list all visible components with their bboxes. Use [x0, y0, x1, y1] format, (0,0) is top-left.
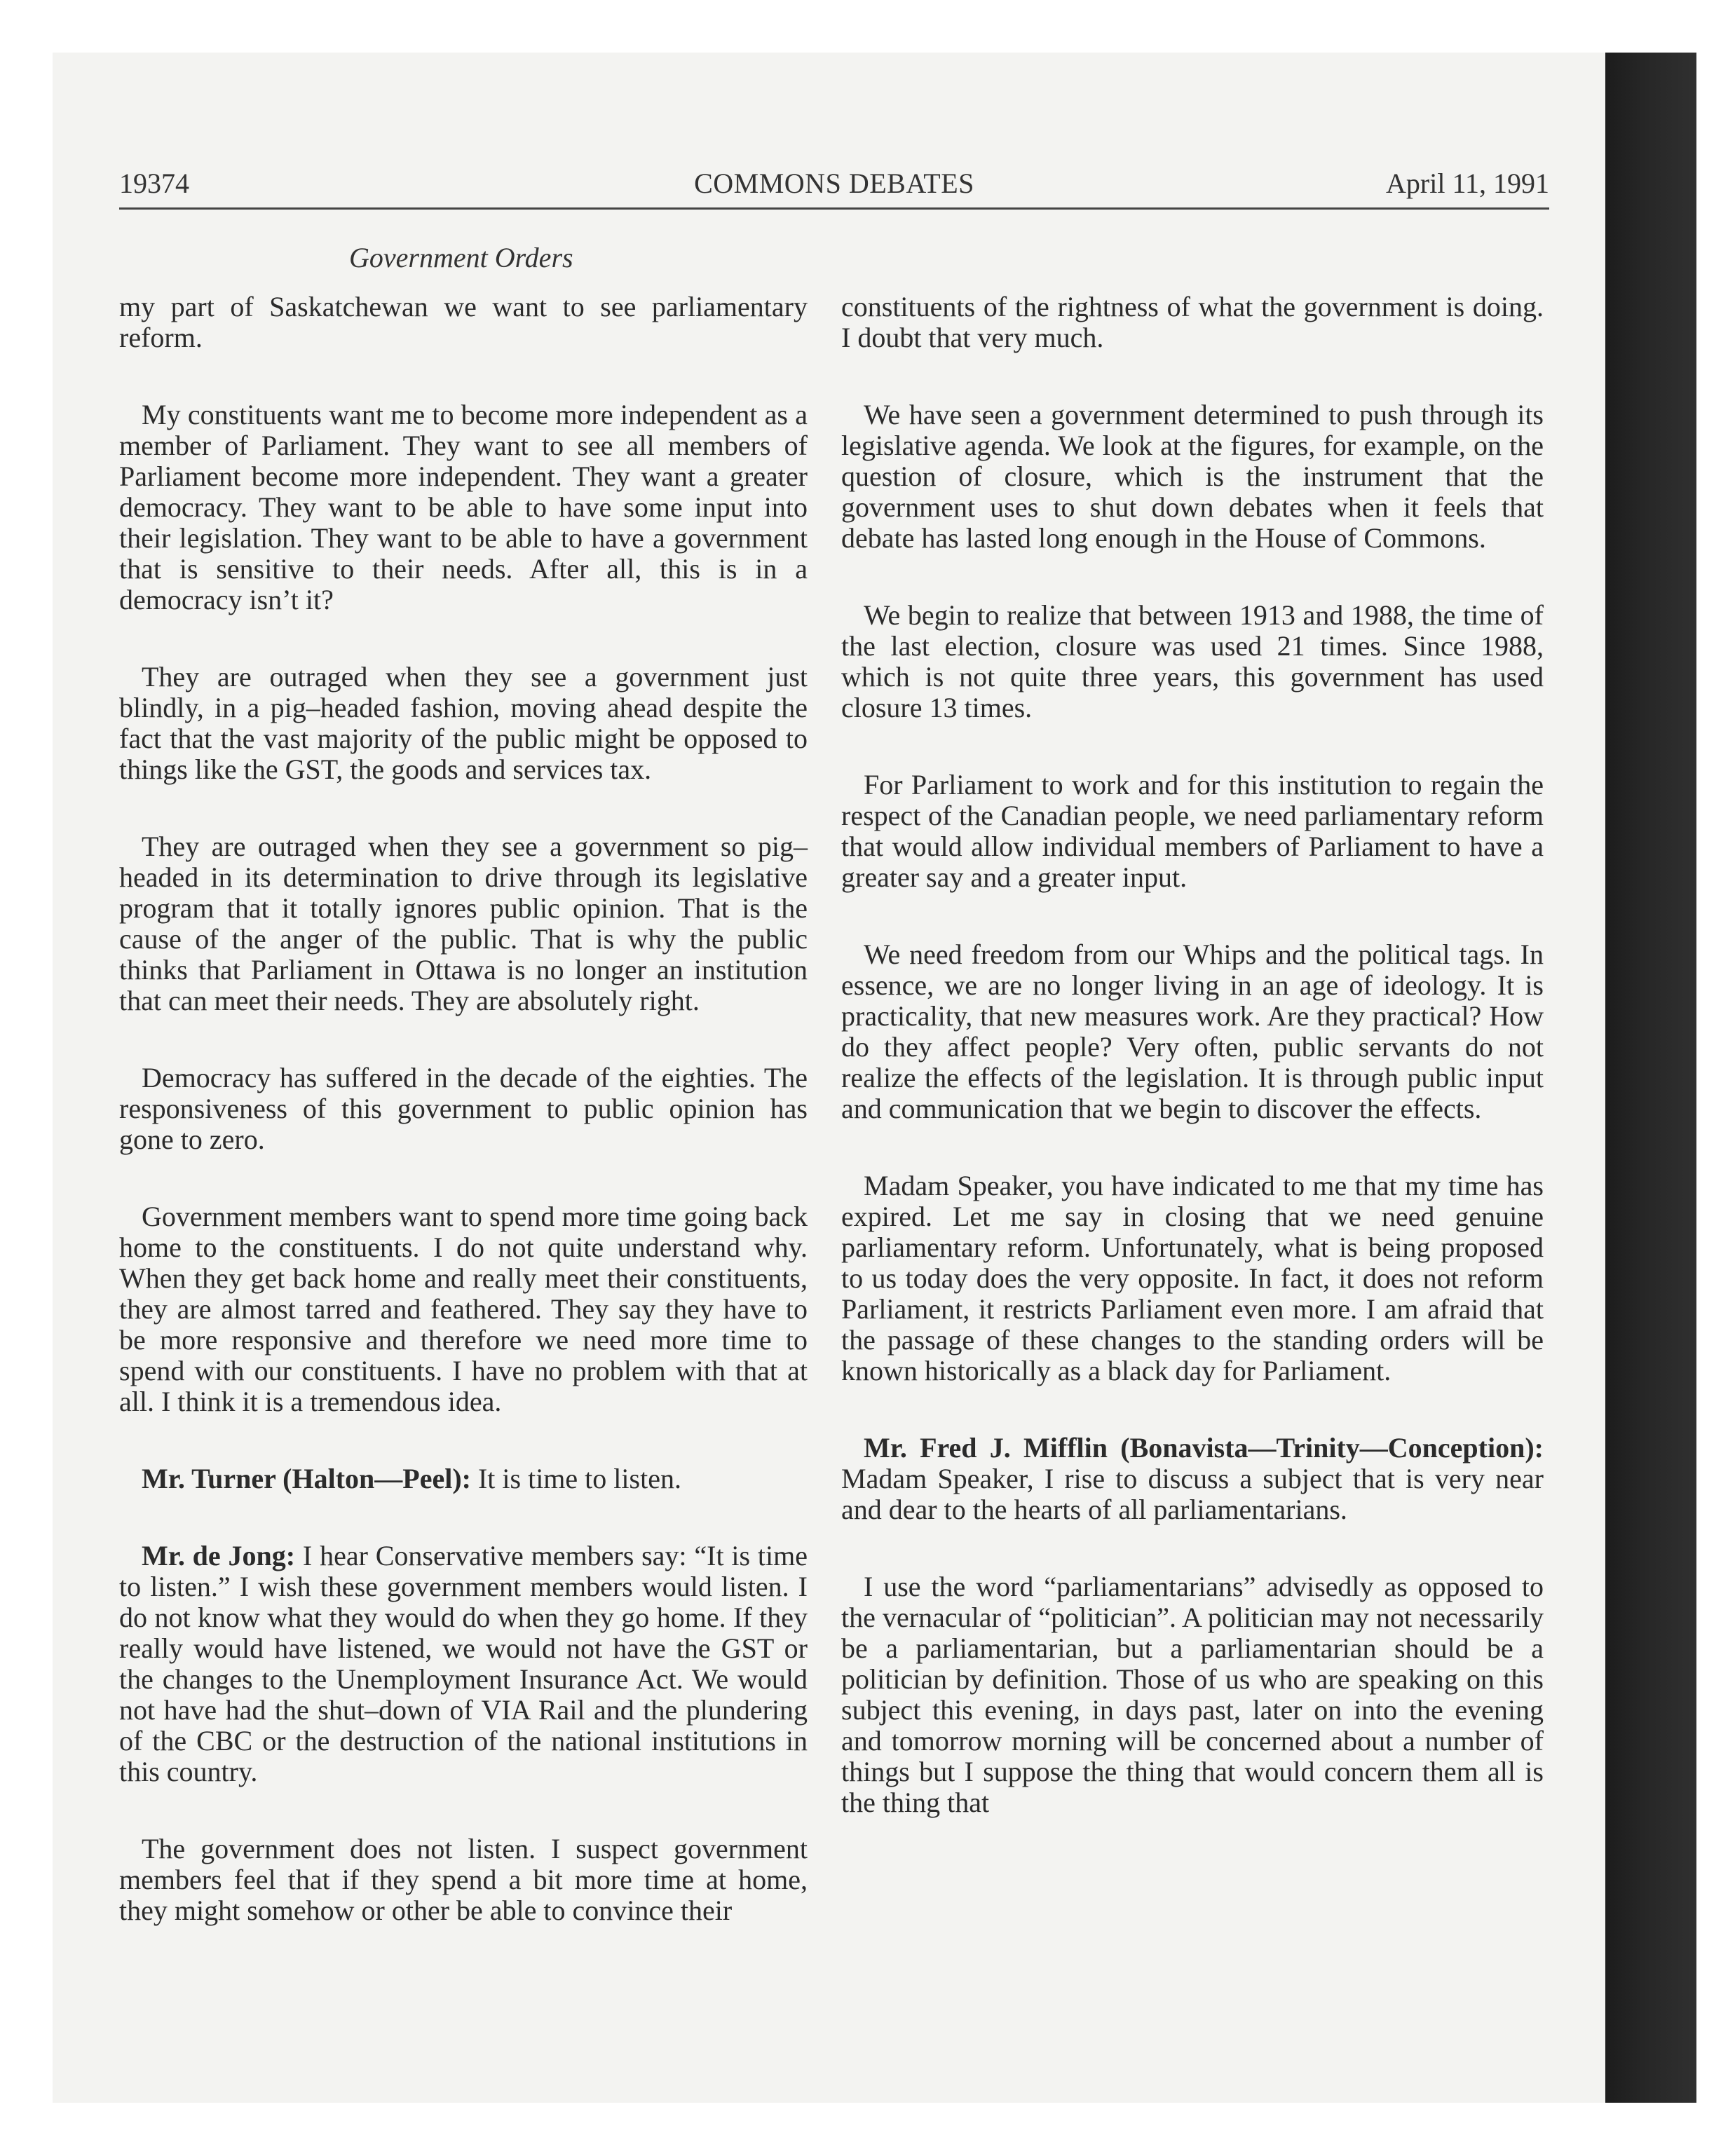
paragraph-text: Democracy has suffered in the decade of the eighties. The responsiveness of this government to public opinion has gone to zero. — [119, 1062, 808, 1155]
paragraph — [841, 400, 1544, 554]
paragraph-text: They are outraged when they see a government so pig–headed in its determination to drive through its legislative program that it totally ignores public opinion. That is the cause of the anger of the public. That is why the public thinks that Parliament in Ottawa is no longer an institution that can meet their needs. They are absolutely right. — [119, 831, 808, 1016]
paragraph — [119, 1464, 808, 1494]
paragraph-text: It is time to listen. — [477, 1463, 681, 1494]
paragraph-text: The government does not listen. I suspect government members feel that if they spend a bit more time at home, they might somehow or other be able to convince their — [119, 1833, 808, 1926]
paragraph — [119, 1834, 808, 1926]
journal-title: COMMONS DEBATES — [694, 168, 974, 199]
section-title: Government Orders — [349, 242, 573, 273]
speaker-name: Mr. de Jong: — [142, 1540, 296, 1571]
paragraph — [841, 1433, 1544, 1525]
left-column — [119, 292, 808, 1972]
page-number: 19374 — [119, 168, 189, 199]
header-rule — [119, 207, 1549, 210]
paragraph-text: Madam Speaker, I rise to discuss a subject that is very near and dear to the hearts of all parliamentarians. — [841, 1463, 1544, 1525]
paragraph — [119, 400, 808, 615]
paragraph — [119, 292, 808, 353]
paragraph — [841, 600, 1544, 723]
paragraph — [119, 831, 808, 1016]
paragraph-text: my part of Saskatchewan we want to see parliamentary reform. — [119, 291, 808, 353]
speaker-name: Mr. Fred J. Mifflin (Bonavista—Trinity—Conception): — [864, 1432, 1544, 1464]
paragraph-text: They are outraged when they see a government just blindly, in a pig–headed fashion, moving ahead despite the fact that the vast majority of the public might be opposed to things like the GST, the goods and services tax. — [119, 661, 808, 785]
speaker-name: Mr. Turner (Halton—Peel): — [142, 1463, 471, 1494]
paragraph-text: Government members want to spend more time going back home to the constituents. I do not quite understand why. When they get back home and really meet their constituents, they are almost tarred and feathered. They say they have to be more responsive and therefore we need more time to spend with our constituents. I have no problem with that at all. I think it is a tremendous idea. — [119, 1201, 808, 1417]
paragraph — [841, 1571, 1544, 1818]
paragraph — [841, 770, 1544, 893]
paragraph-text: We have seen a government determined to push through its legislative agenda. We look at the figures, for example, on the question of closure, which is the instrument that the government uses to shut down debates when it feels that debate has lasted long enough in the House of Commons. — [841, 399, 1544, 554]
sitting-date: April 11, 1991 — [1386, 168, 1549, 199]
paragraph — [119, 1541, 808, 1787]
paragraph — [841, 292, 1544, 353]
paragraph-text: I use the word “parliamentarians” advisedly as opposed to the vernacular of “politician”. A politician may not necessarily be a parliamentarian, but a parliamentarian should be a politician by definition. Those of us who are speaking on this subject this evening, in days past, later on into the evening and tomorrow morning will be concerned about a number of things but I suppose the thing that would concern them all is the thing that — [841, 1571, 1544, 1818]
right-column — [841, 292, 1544, 1864]
paragraph-text: constituents of the rightness of what the government is doing. I doubt that very much. — [841, 291, 1544, 353]
paragraph — [119, 1063, 808, 1155]
paragraph — [841, 1171, 1544, 1386]
paragraph — [119, 662, 808, 785]
paragraph-text: For Parliament to work and for this institution to regain the respect of the Canadian people, we need parliamentary reform that would allow individual members of Parliament to have a greater say and a greater input. — [841, 769, 1544, 893]
running-header — [119, 167, 1549, 209]
paragraph-text: Madam Speaker, you have indicated to me that my time has expired. Let me say in closing that we need genuine parliamentary reform. Unfortunately, what is being proposed to us today does the very opposite. In fact, it does not reform Parliament, it restricts Parliament even more. I am afraid that the passage of these changes to the standing orders will be known historically as a black day for Parliament. — [841, 1170, 1544, 1386]
paragraph-text: We need freedom from our Whips and the political tags. In essence, we are no longer living in an age of ideology. It is practicality, that new measures work. Are they practical? How do they affect people? Very often, public servants do not realize the effects of the legislation. It is through public input and communication that we begin to discover the effects. — [841, 939, 1544, 1124]
paragraph-text: My constituents want me to become more independent as a member of Parliament. They want to see all members of Parliament become more independent. They want a greater democracy. They want to be able to have some input into their legislation. They want to be able to have a government that is sensitive to their needs. After all, this is in a democracy isn’t it? — [119, 399, 808, 615]
paragraph-text: I hear Conservative members say: “It is time to listen.” I wish these government members would listen. I do not know what they would do when they go home. If they really would have listened, we would not have the GST or the changes to the Unemployment Insurance Act. We would not have had the shut–down of VIA Rail and the plundering of the CBC or the destruction of the national institutions in this country. — [119, 1540, 808, 1787]
paragraph — [119, 1201, 808, 1417]
paragraph — [841, 939, 1544, 1124]
paragraph-text: We begin to realize that between 1913 and 1988, the time of the last election, closure was used 21 times. Since 1988, which is not quite three years, this government has used closure 13 times. — [841, 599, 1544, 723]
scan-edge-shadow — [1605, 53, 1696, 2103]
